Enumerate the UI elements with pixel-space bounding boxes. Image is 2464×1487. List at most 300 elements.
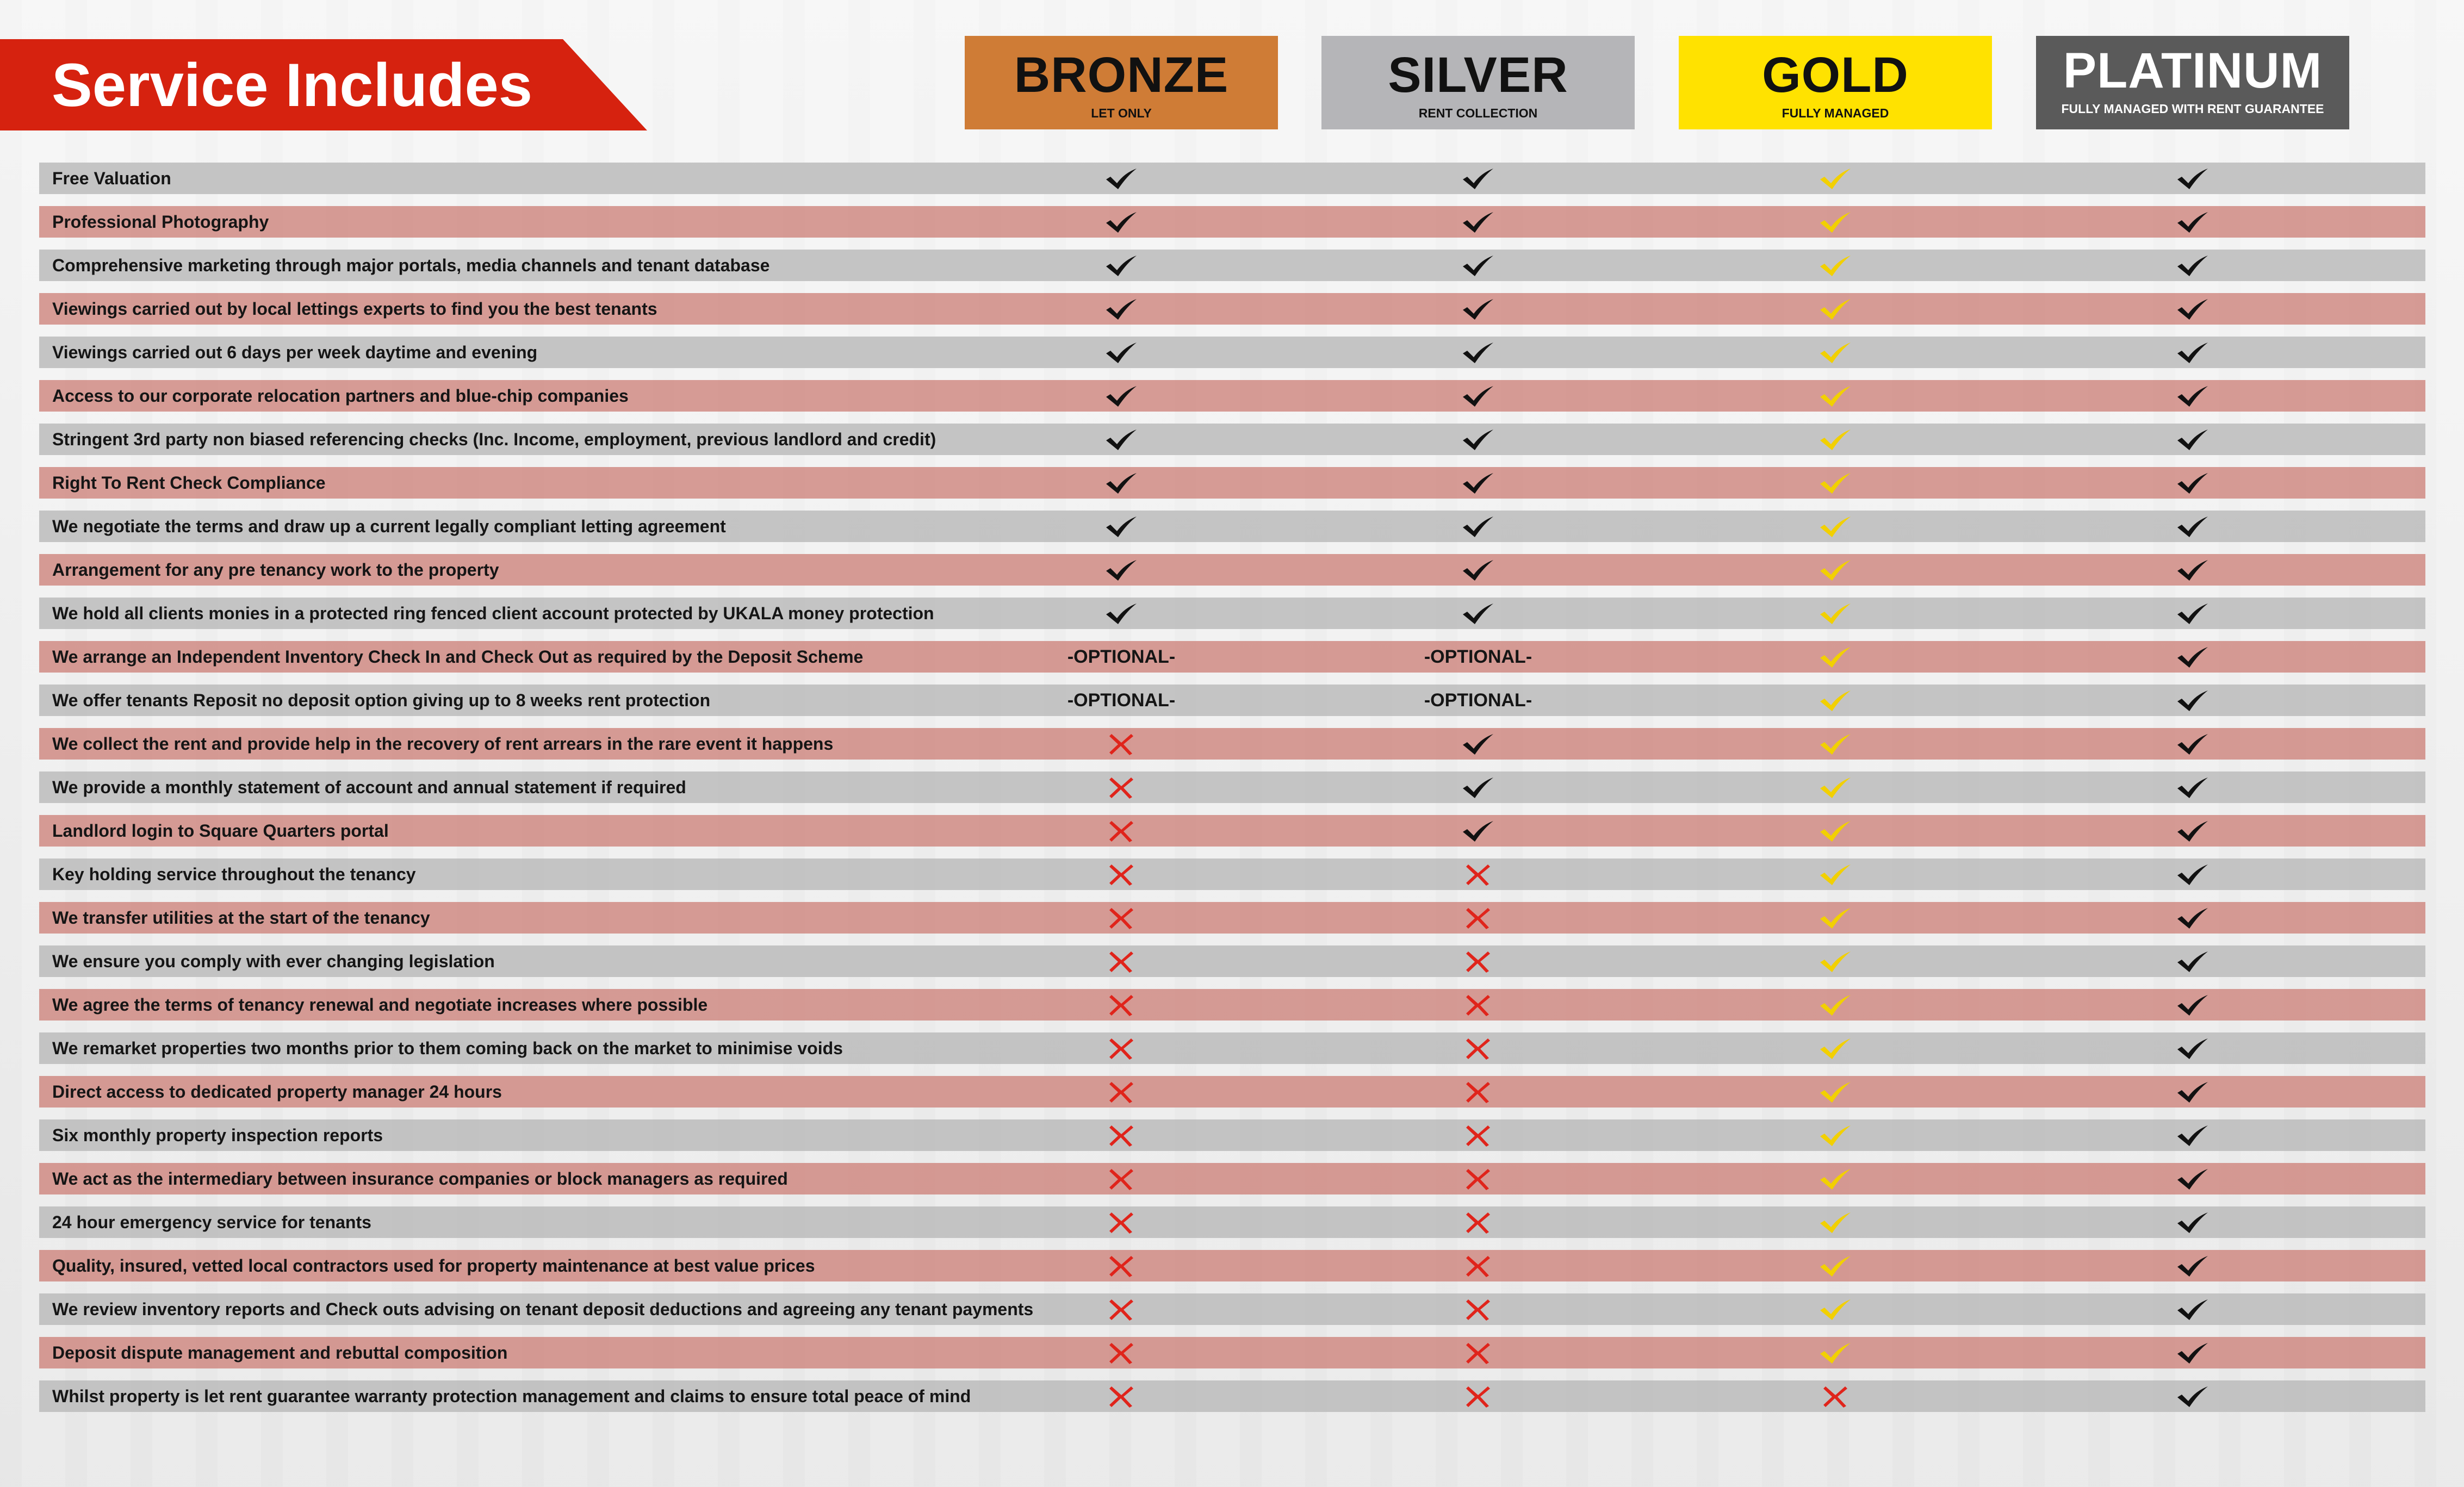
check-icon [2175, 948, 2210, 974]
cross-icon [1461, 1296, 1495, 1322]
plan-cell-gold [1754, 641, 1917, 673]
service-label: We agree the terms of tenancy renewal and negotiate increases where possible [52, 995, 708, 1015]
cross-icon [1104, 1122, 1139, 1148]
table-row [39, 598, 2425, 629]
plan-cell-bronze [1040, 380, 1203, 412]
gold-check-icon [1818, 1253, 1853, 1279]
plan-cell-silver [1397, 1337, 1560, 1368]
service-label: 24 hour emergency service for tenants [52, 1212, 371, 1232]
plan-cell-bronze [1040, 641, 1203, 673]
service-label: Quality, insured, vetted local contractors used for property maintenance at best value prices [52, 1256, 815, 1276]
plan-cell-bronze [1040, 554, 1203, 586]
plan-cell-bronze [1040, 945, 1203, 977]
gold-check-icon [1818, 1209, 1853, 1235]
plan-cell-gold [1754, 598, 1917, 629]
check-icon [1461, 383, 1495, 409]
check-icon [2175, 1166, 2210, 1192]
cross-icon [1104, 774, 1139, 800]
plan-subtitle: FULLY MANAGED WITH RENT GUARANTEE [2061, 102, 2324, 116]
check-icon [2175, 644, 2210, 670]
table-row [39, 511, 2425, 542]
plan-cell-gold [1754, 1380, 1917, 1412]
plan-cell-bronze [1040, 1206, 1203, 1238]
check-icon [2175, 1383, 2210, 1409]
cross-icon [1461, 1383, 1495, 1409]
optional-label: -OPTIONAL- [1067, 646, 1176, 667]
service-label: We act as the intermediary between insurance companies or block managers as required [52, 1169, 788, 1189]
plan-cell-platinum [2111, 1337, 2274, 1368]
table-row [39, 728, 2425, 760]
plan-cell-gold [1754, 1206, 1917, 1238]
gold-check-icon [1818, 1122, 1853, 1148]
service-label: Direct access to dedicated property manager 24 hours [52, 1082, 502, 1102]
plan-cell-silver [1397, 424, 1560, 455]
gold-check-icon [1818, 1035, 1853, 1061]
check-icon [1461, 818, 1495, 844]
table-row [39, 1337, 2425, 1368]
table-row [39, 1032, 2425, 1064]
check-icon [2175, 1340, 2210, 1366]
plan-cell-silver [1397, 554, 1560, 586]
check-icon [1104, 426, 1139, 452]
optional-label: -OPTIONAL- [1067, 689, 1176, 711]
plan-cell-silver [1397, 163, 1560, 194]
plan-cell-silver [1397, 511, 1560, 542]
service-label: We ensure you comply with ever changing legislation [52, 951, 495, 971]
plan-cell-platinum [2111, 1163, 2274, 1194]
cross-icon [1104, 861, 1139, 887]
cross-icon [1104, 1296, 1139, 1322]
gold-check-icon [1818, 600, 1853, 626]
check-icon [1104, 470, 1139, 496]
service-label: We transfer utilities at the start of the tenancy [52, 908, 430, 928]
check-icon [2175, 296, 2210, 322]
cross-icon [1461, 905, 1495, 931]
gold-check-icon [1818, 774, 1853, 800]
check-icon [1104, 600, 1139, 626]
plan-cell-gold [1754, 1163, 1917, 1194]
table-row [39, 1250, 2425, 1281]
plan-cell-silver [1397, 902, 1560, 934]
cross-icon [1461, 948, 1495, 974]
plan-cell-gold [1754, 554, 1917, 586]
plan-cell-platinum [2111, 206, 2274, 238]
check-icon [1461, 339, 1495, 365]
service-label: We offer tenants Reposit no deposit option giving up to 8 weeks rent protection [52, 690, 711, 710]
check-icon [2175, 339, 2210, 365]
table-row [39, 989, 2425, 1021]
plan-cell-platinum [2111, 1206, 2274, 1238]
gold-check-icon [1818, 948, 1853, 974]
plan-cell-bronze [1040, 424, 1203, 455]
table-row [39, 1163, 2425, 1194]
plan-cell-silver [1397, 1163, 1560, 1194]
check-icon [1461, 513, 1495, 539]
cross-icon [1461, 1122, 1495, 1148]
table-row [39, 554, 2425, 586]
table-row [39, 293, 2425, 325]
plan-cell-platinum [2111, 641, 2274, 673]
plan-cell-platinum [2111, 685, 2274, 716]
plan-cell-gold [1754, 337, 1917, 368]
check-icon [1461, 557, 1495, 583]
plan-cell-bronze [1040, 1163, 1203, 1194]
plan-cell-platinum [2111, 424, 2274, 455]
plan-cell-silver [1397, 598, 1560, 629]
plan-cell-silver [1397, 1380, 1560, 1412]
check-icon [2175, 600, 2210, 626]
plan-cell-bronze [1040, 598, 1203, 629]
plan-cell-silver [1397, 380, 1560, 412]
check-icon [1104, 165, 1139, 191]
table-row [39, 858, 2425, 890]
plan-cell-gold [1754, 1032, 1917, 1064]
gold-check-icon [1818, 644, 1853, 670]
cross-icon [1104, 1035, 1139, 1061]
plan-cell-silver [1397, 467, 1560, 499]
check-icon [2175, 905, 2210, 931]
plan-cell-bronze [1040, 772, 1203, 803]
plan-cell-bronze [1040, 1293, 1203, 1325]
check-icon [2175, 513, 2210, 539]
check-icon [2175, 252, 2210, 278]
plan-cell-silver [1397, 250, 1560, 281]
cross-icon [1104, 1383, 1139, 1409]
plan-cell-silver [1397, 728, 1560, 760]
plan-cell-silver [1397, 685, 1560, 716]
plan-name: GOLD [1762, 47, 1909, 103]
gold-check-icon [1818, 383, 1853, 409]
service-comparison-table [39, 163, 2425, 1424]
check-icon [2175, 209, 2210, 235]
cross-icon [1104, 818, 1139, 844]
plan-cell-platinum [2111, 1293, 2274, 1325]
plan-cell-platinum [2111, 337, 2274, 368]
plan-cell-platinum [2111, 250, 2274, 281]
table-row [39, 380, 2425, 412]
check-icon [1461, 774, 1495, 800]
gold-check-icon [1818, 557, 1853, 583]
plan-cell-silver [1397, 337, 1560, 368]
service-label: Landlord login to Square Quarters portal [52, 821, 389, 841]
service-label: Free Valuation [52, 169, 171, 188]
gold-check-icon [1818, 861, 1853, 887]
plan-cell-bronze [1040, 1076, 1203, 1108]
plan-cell-platinum [2111, 293, 2274, 325]
optional-label: -OPTIONAL- [1424, 689, 1532, 711]
plan-cell-gold [1754, 858, 1917, 890]
check-icon [1104, 252, 1139, 278]
check-icon [2175, 426, 2210, 452]
cross-icon [1104, 1340, 1139, 1366]
cross-icon [1104, 992, 1139, 1018]
plan-cell-bronze [1040, 902, 1203, 934]
check-icon [2175, 1253, 2210, 1279]
service-label: We arrange an Independent Inventory Check In and Check Out as required by the Deposit Scheme [52, 647, 864, 667]
plan-cell-silver [1397, 772, 1560, 803]
cross-icon [1104, 905, 1139, 931]
gold-check-icon [1818, 818, 1853, 844]
plan-cell-silver [1397, 815, 1560, 847]
check-icon [2175, 731, 2210, 757]
cross-icon [1104, 948, 1139, 974]
plan-cell-bronze [1040, 1337, 1203, 1368]
table-row [39, 1380, 2425, 1412]
plan-cell-gold [1754, 511, 1917, 542]
plan-cell-bronze [1040, 163, 1203, 194]
table-row [39, 641, 2425, 673]
plan-header-bronze [965, 36, 1278, 129]
plan-cell-gold [1754, 250, 1917, 281]
plan-cell-platinum [2111, 945, 2274, 977]
cross-icon [1104, 1166, 1139, 1192]
plan-cell-gold [1754, 728, 1917, 760]
plan-cell-gold [1754, 206, 1917, 238]
table-row [39, 685, 2425, 716]
check-icon [1104, 513, 1139, 539]
plan-cell-gold [1754, 1119, 1917, 1151]
service-label: Arrangement for any pre tenancy work to the property [52, 560, 499, 580]
check-icon [2175, 774, 2210, 800]
check-icon [2175, 861, 2210, 887]
table-row [39, 815, 2425, 847]
service-label: We review inventory reports and Check outs advising on tenant deposit deductions and agreeing any tenant payments [52, 1299, 1034, 1319]
plan-cell-gold [1754, 293, 1917, 325]
check-icon [1461, 470, 1495, 496]
gold-check-icon [1818, 731, 1853, 757]
plan-cell-silver [1397, 1032, 1560, 1064]
plan-cell-platinum [2111, 1119, 2274, 1151]
plan-cell-silver [1397, 206, 1560, 238]
plan-cell-silver [1397, 1293, 1560, 1325]
plan-cell-platinum [2111, 989, 2274, 1021]
service-label: Six monthly property inspection reports [52, 1125, 383, 1145]
plan-cell-gold [1754, 380, 1917, 412]
gold-check-icon [1818, 252, 1853, 278]
table-row [39, 1206, 2425, 1238]
plan-cell-platinum [2111, 1032, 2274, 1064]
plan-cell-silver [1397, 945, 1560, 977]
plan-name: BRONZE [1014, 47, 1229, 103]
check-icon [1461, 731, 1495, 757]
service-label: Access to our corporate relocation partners and blue-chip companies [52, 386, 629, 406]
plan-cell-gold [1754, 1337, 1917, 1368]
cross-icon [1104, 731, 1139, 757]
check-icon [1461, 426, 1495, 452]
table-row [39, 424, 2425, 455]
gold-check-icon [1818, 470, 1853, 496]
cross-icon [1461, 992, 1495, 1018]
gold-check-icon [1818, 1340, 1853, 1366]
plan-cell-gold [1754, 1250, 1917, 1281]
plan-cell-silver [1397, 989, 1560, 1021]
plan-name: SILVER [1388, 47, 1568, 103]
plan-cell-bronze [1040, 337, 1203, 368]
gold-check-icon [1818, 209, 1853, 235]
service-label: Deposit dispute management and rebuttal composition [52, 1343, 508, 1362]
plan-cell-gold [1754, 815, 1917, 847]
service-label: Viewings carried out 6 days per week daytime and evening [52, 343, 538, 362]
plan-cell-gold [1754, 467, 1917, 499]
plan-subtitle: FULLY MANAGED [1782, 106, 1889, 120]
service-label: Viewings carried out by local lettings experts to find you the best tenants [52, 299, 657, 319]
service-label: We provide a monthly statement of account and annual statement if required [52, 777, 686, 797]
plan-cell-platinum [2111, 815, 2274, 847]
page-title: Service Includes [52, 51, 533, 119]
table-row [39, 1076, 2425, 1108]
service-label: Right To Rent Check Compliance [52, 473, 326, 493]
plan-cell-gold [1754, 945, 1917, 977]
service-label: Comprehensive marketing through major portals, media channels and tenant database [52, 256, 770, 275]
gold-check-icon [1818, 687, 1853, 713]
gold-check-icon [1818, 165, 1853, 191]
table-row [39, 902, 2425, 934]
plan-cell-platinum [2111, 163, 2274, 194]
plan-cell-silver [1397, 1119, 1560, 1151]
optional-label: -OPTIONAL- [1424, 646, 1532, 667]
plan-cell-gold [1754, 1076, 1917, 1108]
plan-cell-gold [1754, 989, 1917, 1021]
check-icon [2175, 1122, 2210, 1148]
cross-icon [1461, 1035, 1495, 1061]
plan-cell-gold [1754, 685, 1917, 716]
check-icon [1104, 339, 1139, 365]
cross-icon [1104, 1079, 1139, 1105]
plan-header-silver [1321, 36, 1635, 129]
check-icon [2175, 1209, 2210, 1235]
table-row [39, 337, 2425, 368]
check-icon [2175, 687, 2210, 713]
service-label: Professional Photography [52, 212, 269, 232]
check-icon [1461, 209, 1495, 235]
service-label: We remarket properties two months prior to them coming back on the market to minimise voids [52, 1038, 843, 1058]
service-label: We hold all clients monies in a protected ring fenced client account protected by UKALA money protection [52, 603, 934, 623]
check-icon [1461, 296, 1495, 322]
plan-cell-platinum [2111, 1076, 2274, 1108]
table-row [39, 945, 2425, 977]
plan-cell-bronze [1040, 815, 1203, 847]
gold-check-icon [1818, 296, 1853, 322]
plan-cell-bronze [1040, 685, 1203, 716]
plan-subtitle: RENT COLLECTION [1418, 106, 1538, 120]
check-icon [2175, 470, 2210, 496]
plan-cell-platinum [2111, 1250, 2274, 1281]
cross-icon [1818, 1383, 1853, 1409]
check-icon [1104, 296, 1139, 322]
gold-check-icon [1818, 426, 1853, 452]
check-icon [1104, 557, 1139, 583]
check-icon [1461, 252, 1495, 278]
cross-icon [1104, 1209, 1139, 1235]
gold-check-icon [1818, 1296, 1853, 1322]
check-icon [2175, 1079, 2210, 1105]
check-icon [2175, 1296, 2210, 1322]
plan-cell-bronze [1040, 858, 1203, 890]
gold-check-icon [1818, 905, 1853, 931]
table-row [39, 1293, 2425, 1325]
plan-cell-silver [1397, 1076, 1560, 1108]
check-icon [1461, 600, 1495, 626]
service-label: We collect the rent and provide help in the recovery of rent arrears in the rare event it happens [52, 734, 834, 754]
service-label: Whilst property is let rent guarantee warranty protection management and claims to ensure total peace of mind [52, 1386, 971, 1406]
plan-subtitle: LET ONLY [1091, 106, 1152, 120]
check-icon [2175, 383, 2210, 409]
plan-cell-silver [1397, 858, 1560, 890]
cross-icon [1461, 1209, 1495, 1235]
plan-cell-platinum [2111, 511, 2274, 542]
plan-cell-bronze [1040, 989, 1203, 1021]
plan-cell-bronze [1040, 728, 1203, 760]
plan-cell-silver [1397, 1206, 1560, 1238]
plan-cell-platinum [2111, 380, 2274, 412]
table-row [39, 163, 2425, 194]
cross-icon [1461, 1340, 1495, 1366]
plan-cell-gold [1754, 424, 1917, 455]
plan-cell-bronze [1040, 293, 1203, 325]
plan-cell-silver [1397, 641, 1560, 673]
plan-cell-gold [1754, 1293, 1917, 1325]
plan-cell-platinum [2111, 902, 2274, 934]
check-icon [1104, 209, 1139, 235]
service-label: Key holding service throughout the tenancy [52, 864, 416, 884]
gold-check-icon [1818, 1079, 1853, 1105]
plan-cell-silver [1397, 1250, 1560, 1281]
plan-cell-platinum [2111, 554, 2274, 586]
table-row [39, 1119, 2425, 1151]
check-icon [2175, 992, 2210, 1018]
plan-cell-silver [1397, 293, 1560, 325]
plan-cell-bronze [1040, 206, 1203, 238]
cross-icon [1104, 1253, 1139, 1279]
plan-name: PLATINUM [2063, 43, 2323, 98]
service-label: Stringent 3rd party non biased referencing checks (Inc. Income, employment, previous landlord and credit) [52, 430, 936, 449]
check-icon [2175, 557, 2210, 583]
plan-header-platinum [2036, 36, 2349, 129]
plan-cell-platinum [2111, 467, 2274, 499]
gold-check-icon [1818, 339, 1853, 365]
cross-icon [1461, 1253, 1495, 1279]
plan-cell-bronze [1040, 1119, 1203, 1151]
service-label: We negotiate the terms and draw up a current legally compliant letting agreement [52, 517, 726, 536]
gold-check-icon [1818, 1166, 1853, 1192]
table-row [39, 206, 2425, 238]
check-icon [1461, 165, 1495, 191]
gold-check-icon [1818, 992, 1853, 1018]
plan-cell-bronze [1040, 1250, 1203, 1281]
cross-icon [1461, 1079, 1495, 1105]
check-icon [2175, 1035, 2210, 1061]
plan-cell-platinum [2111, 772, 2274, 803]
plan-cell-platinum [2111, 598, 2274, 629]
plan-cell-gold [1754, 772, 1917, 803]
table-row [39, 250, 2425, 281]
cross-icon [1461, 861, 1495, 887]
plan-cell-gold [1754, 163, 1917, 194]
plan-cell-platinum [2111, 1380, 2274, 1412]
plan-cell-platinum [2111, 728, 2274, 760]
plan-cell-bronze [1040, 1032, 1203, 1064]
plan-header-gold [1679, 36, 1992, 129]
check-icon [2175, 818, 2210, 844]
plan-cell-bronze [1040, 467, 1203, 499]
cross-icon [1461, 1166, 1495, 1192]
plan-cell-platinum [2111, 858, 2274, 890]
check-icon [1104, 383, 1139, 409]
plan-cell-bronze [1040, 511, 1203, 542]
plan-cell-bronze [1040, 250, 1203, 281]
plan-cell-bronze [1040, 1380, 1203, 1412]
gold-check-icon [1818, 513, 1853, 539]
